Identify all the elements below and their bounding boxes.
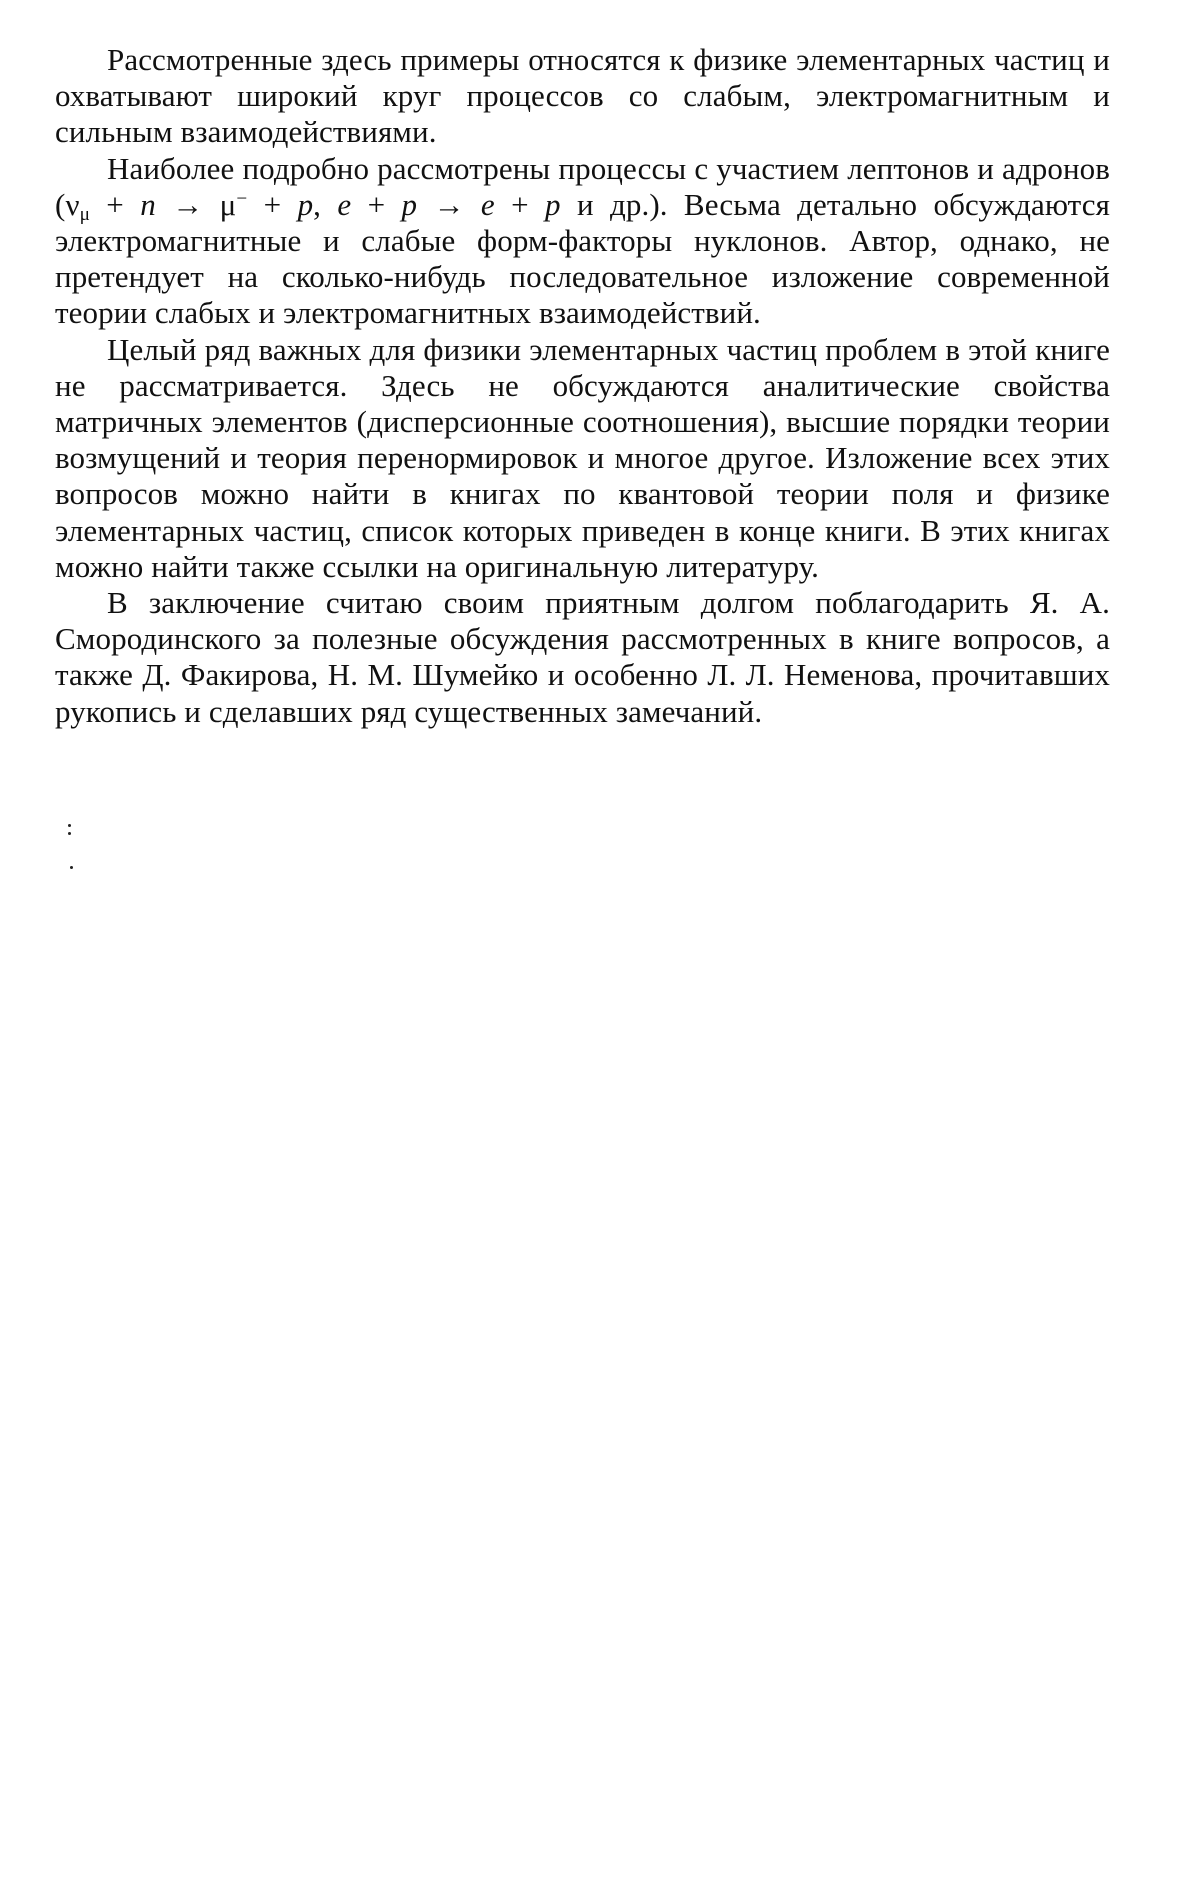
formula-nu-subscript: μ (79, 203, 90, 225)
paragraph-2 (55, 151, 1110, 332)
paragraph-3: Целый ряд важных для физики элементарных частиц проблем в этой книге не рассматривается. Здесь не обсуждаются аналитические свойства матричных элементов (дисперсионные соотношения), высшие порядки теории возмущений и теория перенормировок и многое другое. Изложение всех этих вопросов можно найти в книгах по квантовой теории поля и физике элементарных частиц, список которых приведен в конце книги. В этих книгах можно найти также ссылки на оригинальную литературу. (55, 331, 1110, 584)
paragraph-4: В заключение считаю своим приятным долгом поблагодарить Я. А. Смородинского за полезные обсуждения рассмотренных в книге вопросов, а также Д. Факирова, Н. М. Шумейко и особенно Л. Л. Неменова, прочитавших рукопись и сделавших ряд существенных замечаний. (55, 585, 1110, 729)
formula-p-2: p (401, 186, 418, 222)
formula-plus-3: + (351, 186, 402, 222)
paragraph-2-text-before: Наиболее подробно рассмотрены процессы с участием лептонов и адронов ( (55, 150, 1110, 222)
formula-plus-2: + (247, 186, 298, 222)
formula-n: n (140, 186, 156, 222)
paragraph-1: Рассмотренные здесь примеры относятся к физике элементарных частиц и охватывают широкий круг процессов со слабым, электромагнитным и сильным взаимодействиями. (55, 42, 1110, 150)
formula-comma: , (313, 186, 338, 222)
formula-p-3: p (545, 186, 561, 222)
scan-speck (68, 832, 71, 835)
formula-arrow-2: → (417, 186, 481, 222)
paragraph-2-text-after: и др.). Весьма детально обсуждаются электромагнитные и слабые форм-факторы нуклонов. Автор, однако, не претендует на сколько-нибудь последовательное изложение современной теории слабых и электромагнитных взаимодействий. (55, 186, 1110, 331)
formula-mu-superscript: − (236, 188, 248, 210)
formula-e-2: e (480, 186, 495, 222)
document-page (55, 42, 1110, 730)
formula-e-1: e (337, 186, 352, 222)
formula-plus-1: + (89, 186, 141, 222)
scan-speck (70, 866, 73, 869)
formula-arrow-1: → (155, 186, 220, 222)
formula-mu: μ (219, 186, 237, 222)
scan-speck (68, 824, 71, 827)
formula-plus-4: + (494, 186, 546, 222)
formula-p-1: p (297, 186, 314, 222)
formula-nu: ν (65, 186, 80, 222)
reaction-formula (65, 186, 561, 225)
